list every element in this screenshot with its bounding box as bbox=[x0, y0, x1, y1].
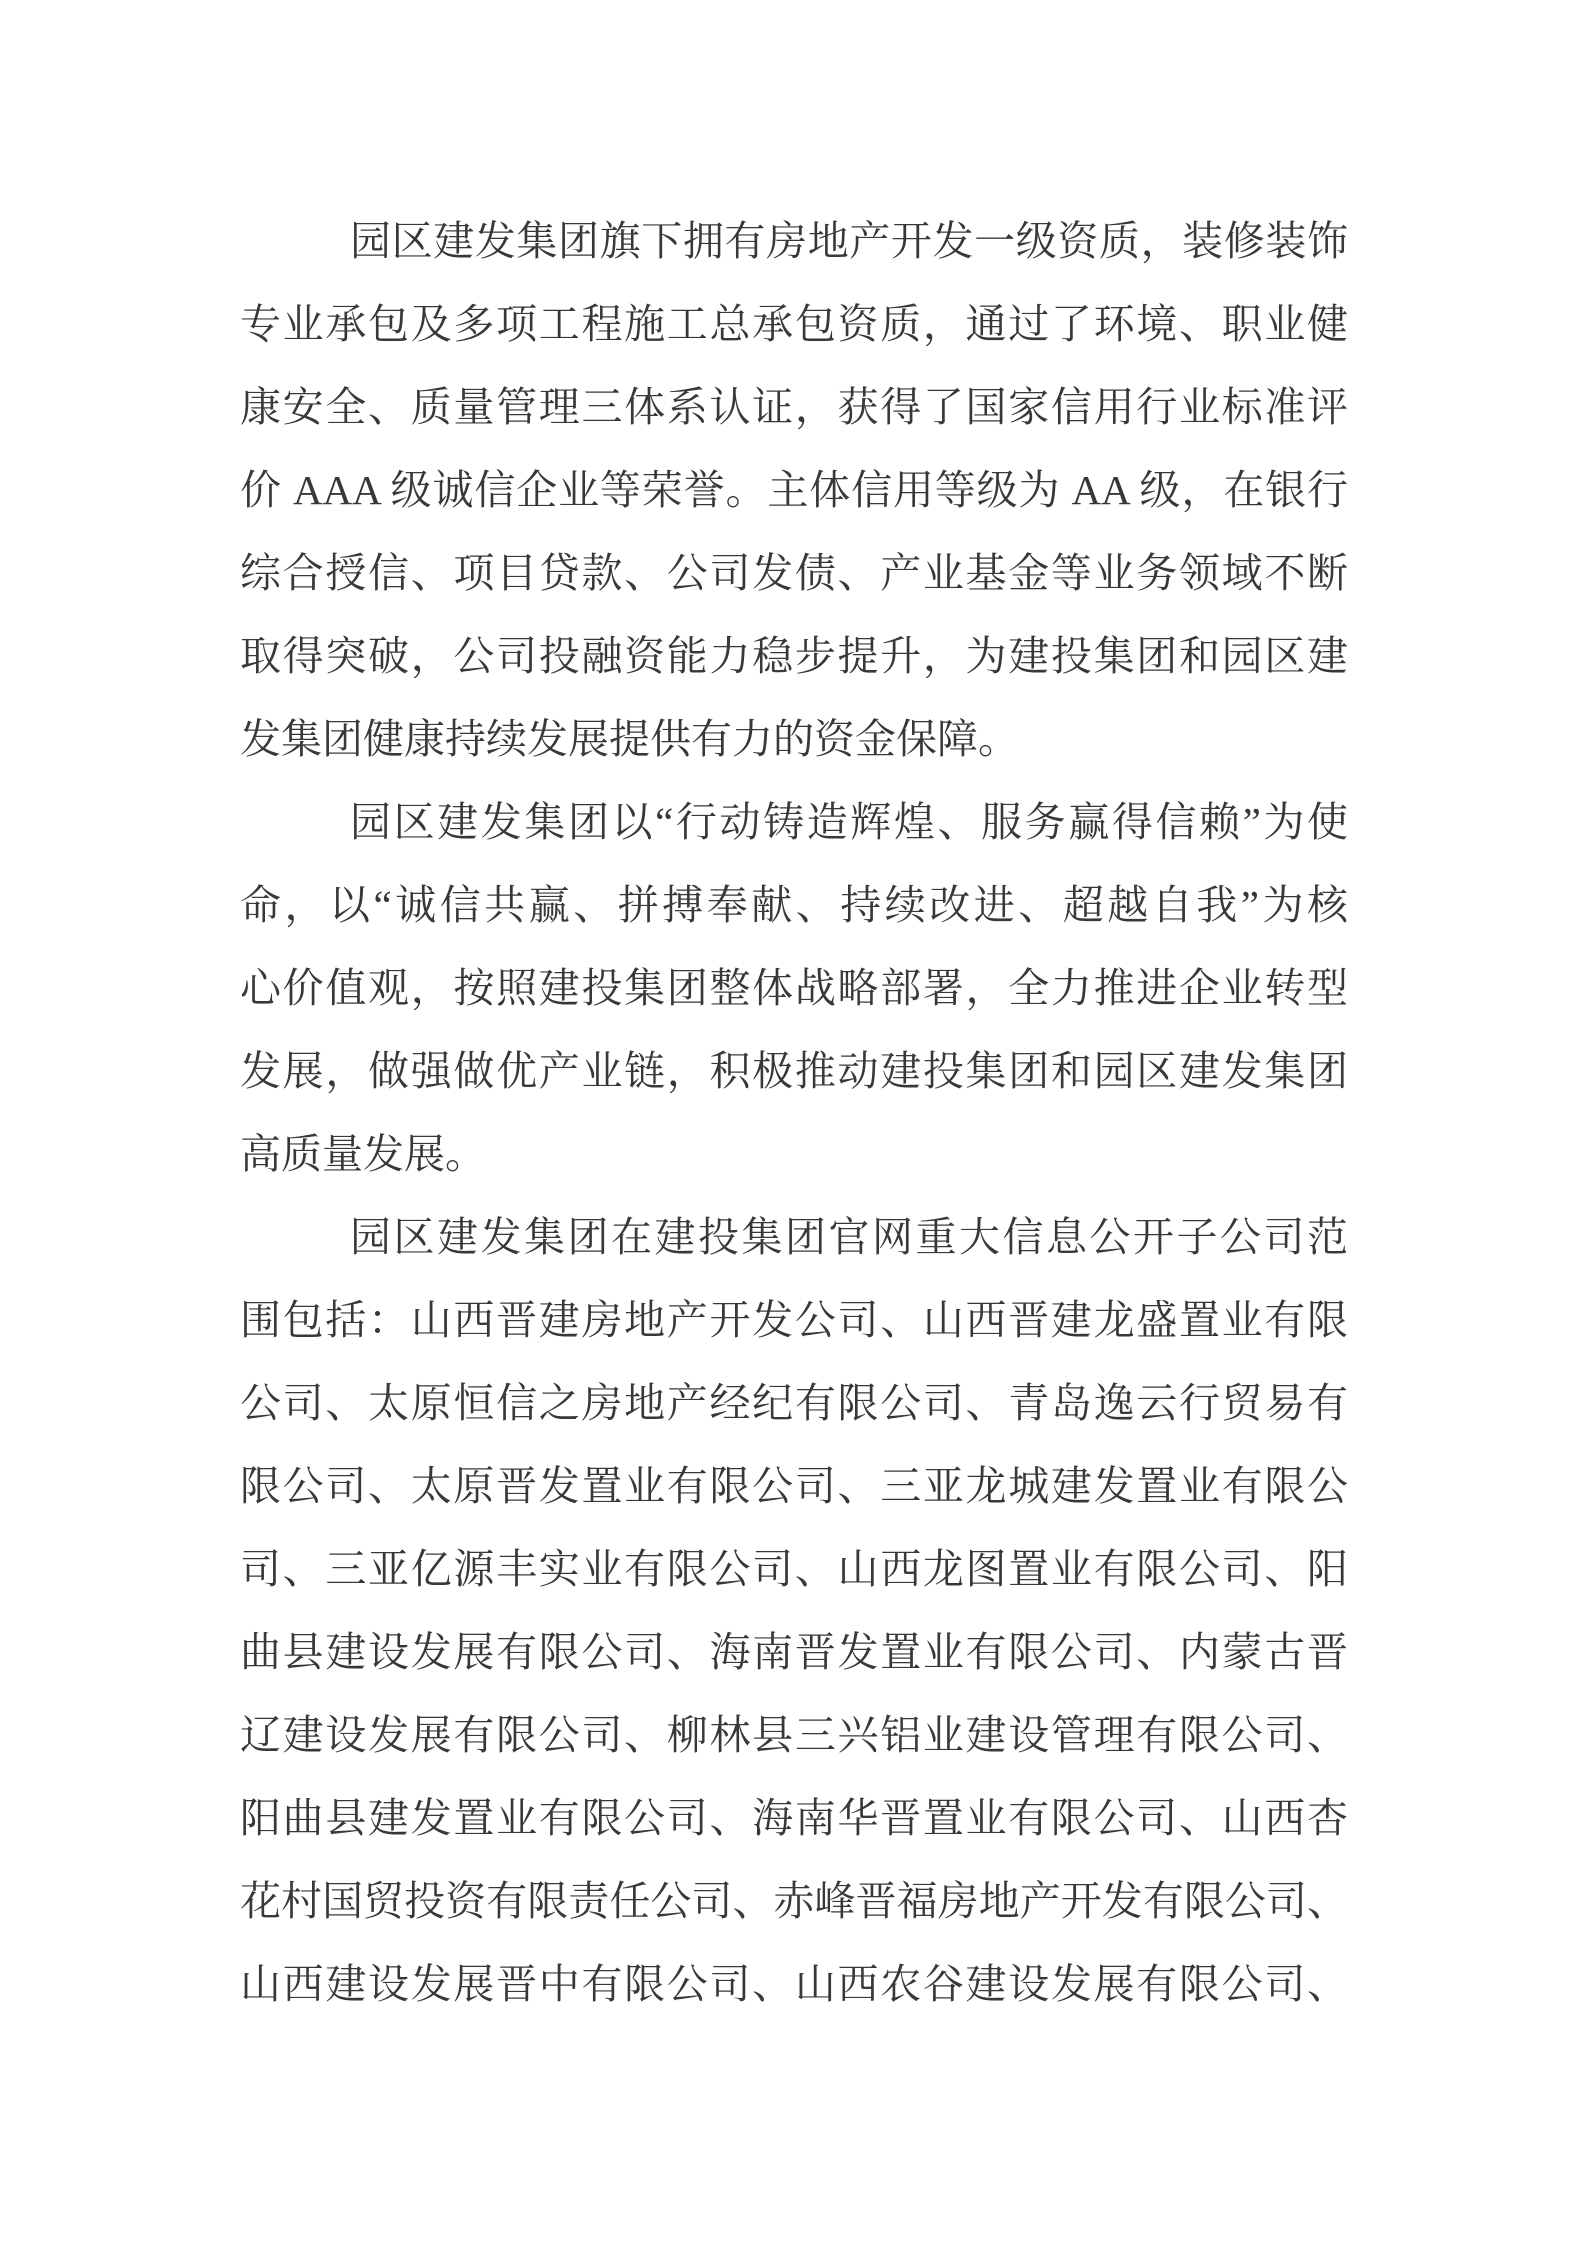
text-line: 花村国贸投资有限责任公司、赤峰晋福房地产开发有限公司、 bbox=[240, 1878, 1348, 1924]
text-line: 发集团健康持续发展提供有力的资金保障。 bbox=[240, 716, 1019, 762]
text-line: 园区建发集团在建投集团官网重大信息公开子公司范 bbox=[350, 1214, 1348, 1260]
text-line: 心价值观，按照建投集团整体战略部署，全力推进企业转型 bbox=[240, 965, 1348, 1011]
text-line: 公司、太原恒信之房地产经纪有限公司、青岛逸云行贸易有 bbox=[240, 1380, 1348, 1426]
text-line: 园区建发集团旗下拥有房地产开发一级资质，装修装饰 bbox=[350, 218, 1348, 264]
document-text-block bbox=[240, 200, 1348, 2026]
text-line: 司、三亚亿源丰实业有限公司、山西龙图置业有限公司、阳 bbox=[240, 1546, 1348, 1592]
paragraph-mission-values bbox=[240, 781, 1348, 1196]
text-line: 高质量发展。 bbox=[240, 1131, 486, 1177]
text-line: 限公司、太原晋发置业有限公司、三亚龙城建发置业有限公 bbox=[240, 1463, 1348, 1509]
text-line: 曲县建设发展有限公司、海南晋发置业有限公司、内蒙古晋 bbox=[240, 1629, 1348, 1675]
text-line: 专业承包及多项工程施工总承包资质，通过了环境、职业健 bbox=[240, 301, 1348, 347]
text-line: 阳曲县建发置业有限公司、海南华晋置业有限公司、山西杏 bbox=[240, 1795, 1348, 1841]
paragraph-subsidiaries-list bbox=[240, 1196, 1348, 2026]
text-line: 价 AAA 级诚信企业等荣誉。主体信用等级为 AA 级，在银行 bbox=[240, 467, 1348, 513]
text-line: 园区建发集团以“行动铸造辉煌、服务赢得信赖”为使 bbox=[350, 799, 1348, 845]
text-line: 发展，做强做优产业链，积极推动建投集团和园区建发集团 bbox=[240, 1048, 1348, 1094]
text-line: 山西建设发展晋中有限公司、山西农谷建设发展有限公司、 bbox=[240, 1961, 1348, 2007]
text-line: 综合授信、项目贷款、公司发债、产业基金等业务领域不断 bbox=[240, 550, 1348, 596]
paragraph-company-qualifications bbox=[240, 200, 1348, 781]
text-line: 辽建设发展有限公司、柳林县三兴铝业建设管理有限公司、 bbox=[240, 1712, 1348, 1758]
text-line: 康安全、质量管理三体系认证，获得了国家信用行业标准评 bbox=[240, 384, 1348, 430]
text-line: 命，以“诚信共赢、拼搏奉献、持续改进、超越自我”为核 bbox=[240, 882, 1348, 928]
text-line: 围包括：山西晋建房地产开发公司、山西晋建龙盛置业有限 bbox=[240, 1297, 1348, 1343]
text-line: 取得突破，公司投融资能力稳步提升，为建投集团和园区建 bbox=[240, 633, 1348, 679]
